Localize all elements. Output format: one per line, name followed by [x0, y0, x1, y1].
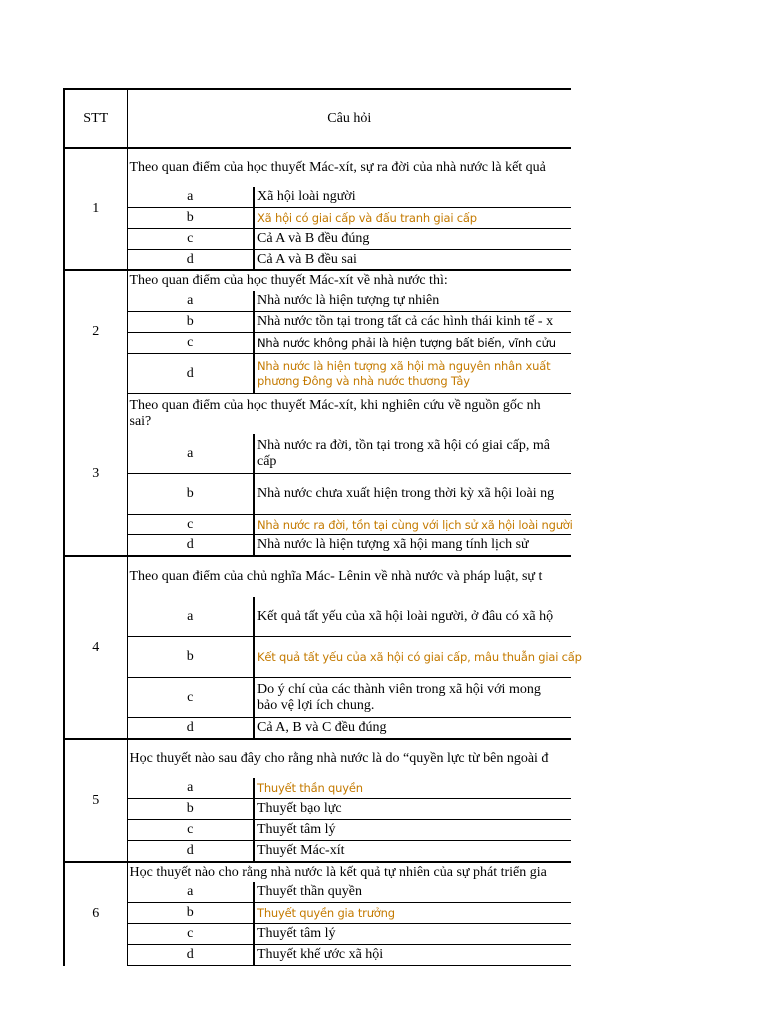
option-text: Xã hội loài người [254, 187, 571, 208]
option-label: d [127, 535, 254, 557]
question-row [64, 739, 571, 778]
option-label: a [127, 434, 254, 474]
option-label: c [127, 924, 254, 945]
option-label: b [127, 474, 254, 515]
option-text: Thuyết tâm lý [254, 924, 571, 945]
option-row [64, 474, 571, 515]
option-text: Nhà nước là hiện tượng xã hội mang tính lịch sử [254, 535, 571, 557]
option-label: a [127, 187, 254, 208]
option-text-correct: Xã hội có giai cấp và đấu tranh giai cấp [254, 208, 571, 229]
option-row [64, 778, 571, 799]
option-row [64, 515, 571, 535]
question-row [64, 148, 571, 187]
option-text: Cả A và B đều sai [254, 250, 571, 271]
option-row [64, 903, 571, 924]
option-label: a [127, 778, 254, 799]
header-row [64, 89, 571, 148]
option-label: d [127, 841, 254, 863]
option-row [64, 945, 571, 966]
option-row [64, 354, 571, 394]
question-text: Học thuyết nào sau đây cho rằng nhà nước là do “quyền lực từ bên ngoài đ [129, 751, 549, 766]
option-text-correct: Nhà nước ra đời, tồn tại cùng với lịch sử xã hội loài người [254, 515, 571, 535]
option-row [64, 637, 571, 678]
option-text: Nhà nước tồn tại trong tất cả các hình thái kinh tế - x [254, 312, 571, 333]
option-row [64, 208, 571, 229]
question-number: 3 [64, 394, 127, 557]
option-label: a [127, 291, 254, 312]
question-row [64, 556, 571, 597]
option-row [64, 924, 571, 945]
option-text: Cả A và B đều đúng [254, 229, 571, 250]
option-text: Nhà nước là hiện tượng tự nhiên [254, 291, 571, 312]
option-label: d [127, 945, 254, 966]
option-label: a [127, 882, 254, 903]
option-label: b [127, 637, 254, 678]
option-label: b [127, 312, 254, 333]
header-question: Câu hỏi [127, 89, 571, 148]
option-row [64, 250, 571, 271]
option-row [64, 597, 571, 637]
option-label: b [127, 799, 254, 820]
option-text: Nhà nước chưa xuất hiện trong thời kỳ xã hội loài ng [254, 474, 571, 515]
option-text-correct: Nhà nước là hiện tượng xã hội mà nguyên nhân xuất phương Đông và nhà nước thương Tây [254, 354, 571, 394]
option-row [64, 229, 571, 250]
question-table [63, 88, 582, 966]
question-text: Theo quan điểm của học thuyết Mác-xít, sự ra đời của nhà nước là kết quả [129, 160, 546, 175]
option-row [64, 718, 571, 740]
option-row [64, 333, 571, 354]
question-number: 6 [64, 862, 127, 966]
option-text: Do ý chí của các thành viên trong xã hội với mong bảo vệ lợi ích chung. [254, 678, 571, 718]
option-text: Thuyết khế ước xã hội [254, 945, 571, 966]
option-text: Thuyết tâm lý [254, 820, 571, 841]
question-row [64, 270, 571, 291]
question-row [64, 394, 571, 435]
option-label: c [127, 678, 254, 718]
option-label: c [127, 333, 254, 354]
option-text-correct: Thuyết quyền gia trưởng [254, 903, 571, 924]
option-row [64, 882, 571, 903]
question-number: 4 [64, 556, 127, 739]
option-row [64, 312, 571, 333]
option-text: Thuyết bạo lực [254, 799, 571, 820]
question-number: 2 [64, 270, 127, 394]
option-text-correct: Thuyết thần quyền [254, 778, 571, 799]
question-text: Học thuyết nào cho rằng nhà nước là kết quả tự nhiên của sự phát triển gia [129, 864, 547, 880]
option-label: d [127, 250, 254, 271]
question-text: Theo quan điểm của chủ nghĩa Mác- Lênin về nhà nước và pháp luật, sự t [129, 569, 543, 584]
option-row [64, 820, 571, 841]
option-label: b [127, 903, 254, 924]
option-label: d [127, 354, 254, 394]
option-text: Thuyết Mác-xít [254, 841, 571, 863]
question-number: 5 [64, 739, 127, 862]
option-label: b [127, 208, 254, 229]
option-row [64, 678, 571, 718]
option-label: a [127, 597, 254, 637]
option-label: c [127, 515, 254, 535]
question-row [64, 862, 571, 882]
option-label: c [127, 820, 254, 841]
question-sheet [63, 88, 582, 966]
question-text: Theo quan điểm của học thuyết Mác-xít, khi nghiên cứu về nguồn gốc nh sai? [129, 398, 541, 429]
option-row [64, 187, 571, 208]
option-row [64, 535, 571, 557]
option-label: c [127, 229, 254, 250]
option-row [64, 291, 571, 312]
header-stt: STT [64, 89, 127, 148]
option-text: Kết quả tất yếu của xã hội loài người, ở đâu có xã hộ [254, 597, 571, 637]
option-row [64, 841, 571, 863]
option-text: Cả A, B và C đều đúng [254, 718, 571, 740]
option-text: Nhà nước ra đời, tồn tại trong xã hội có giai cấp, mâ cấp [254, 434, 571, 474]
option-label: d [127, 718, 254, 740]
option-row [64, 799, 571, 820]
option-text: Nhà nước không phải là hiện tượng bất biến, vĩnh cửu [254, 333, 571, 354]
option-text-correct: Kết quả tất yếu của xã hội có giai cấp, mâu thuẫn giai cấp [254, 637, 571, 678]
option-row [64, 434, 571, 474]
question-number: 1 [64, 148, 127, 270]
option-text: Thuyết thần quyền [254, 882, 571, 903]
question-text: Theo quan điểm của học thuyết Mác-xít về nhà nước thì: [129, 273, 448, 288]
